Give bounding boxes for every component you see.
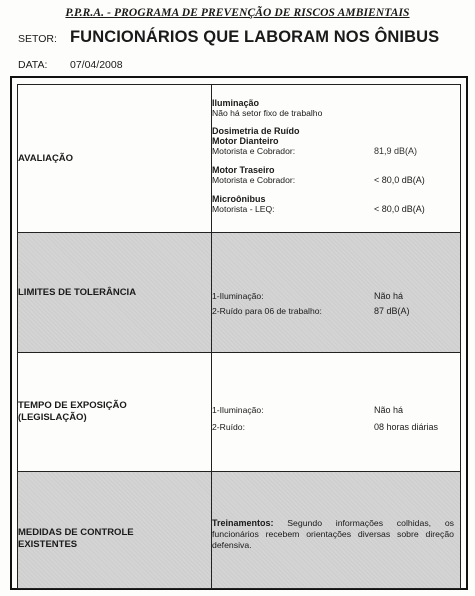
setor-value: FUNCIONÁRIOS QUE LABORAM NOS ÔNIBUS: [70, 28, 440, 46]
list-item: [212, 146, 460, 157]
item-value: 87 dB(A): [374, 305, 410, 316]
medidas-label-line1: MEDIDAS DE CONTROLE: [18, 527, 134, 538]
medidas-label: [18, 472, 212, 589]
table-row-medidas: [18, 472, 461, 589]
item-value: Não há: [374, 290, 404, 301]
medidas-label-line2: EXISTENTES: [18, 539, 78, 550]
table-row-avaliacao: [18, 85, 461, 233]
item-desc: Motorista e Cobrador:: [212, 146, 296, 156]
data-field: [18, 55, 123, 73]
item-desc: 2-Ruído para 06 de trabalho:: [212, 305, 322, 316]
item-desc: 2-Ruído:: [212, 422, 245, 432]
item-value: 08 horas diárias: [374, 422, 439, 432]
item-value: 81,9 dB(A): [374, 146, 418, 156]
medidas-cell: [212, 472, 461, 589]
list-item: [212, 204, 460, 215]
list-item: [212, 175, 460, 186]
list-item: [212, 422, 460, 433]
iluminacao-text: Não há setor fixo de trabalho: [212, 108, 323, 118]
iluminacao-title: Iluminação: [212, 98, 260, 108]
item-desc: Motorista e Cobrador:: [212, 175, 296, 185]
list-item: [212, 405, 460, 416]
item-desc: 1-Iluminação:: [212, 290, 264, 301]
document-title: P.P.R.A. - PROGRAMA DE PREVENÇÃO DE RISCOS AMBIENTAIS: [65, 7, 410, 19]
item-title: Motor Traseiro: [212, 165, 275, 175]
item-value: < 80,0 dB(A): [374, 204, 425, 214]
item-value: < 80,0 dB(A): [374, 175, 425, 185]
data-label: DATA:: [18, 59, 48, 71]
limites-label: LIMITES DE TOLERÂNCIA: [18, 233, 212, 353]
item-title: Microônibus: [212, 194, 266, 204]
limites-cell: [212, 233, 461, 353]
tempo-cell: [212, 353, 461, 472]
avaliacao-label: AVALIAÇÃO: [18, 85, 212, 233]
list-item: [212, 291, 460, 302]
treinamentos-paragraph: [212, 518, 460, 551]
risk-table: [17, 84, 461, 589]
setor-field: [18, 28, 439, 47]
item-desc: Motorista - LEQ:: [212, 204, 275, 214]
tempo-label: [18, 353, 212, 472]
dosimetria-title: Dosimetria de Ruído: [212, 126, 300, 136]
item-value: Não há: [374, 405, 404, 415]
table-row-tempo: [18, 353, 461, 472]
treinamentos-label: Treinamentos:: [212, 517, 274, 528]
data-value: 07/04/2008: [70, 59, 123, 71]
setor-label: SETOR:: [18, 33, 57, 45]
treinamentos-text: Segundo informações colhidas, os funcionários recebem orientações diversas sobre direção defensiva.: [212, 517, 454, 550]
table-row-limites: [18, 233, 461, 353]
tempo-label-line2: (LEGISLAÇÃO): [18, 412, 87, 423]
avaliacao-cell: [212, 85, 461, 233]
tempo-label-line1: TEMPO DE EXPOSIÇÃO: [18, 400, 127, 411]
list-item: [212, 306, 460, 317]
item-desc: 1-Iluminação:: [212, 405, 264, 415]
item-title: Motor Dianteiro: [212, 136, 279, 146]
